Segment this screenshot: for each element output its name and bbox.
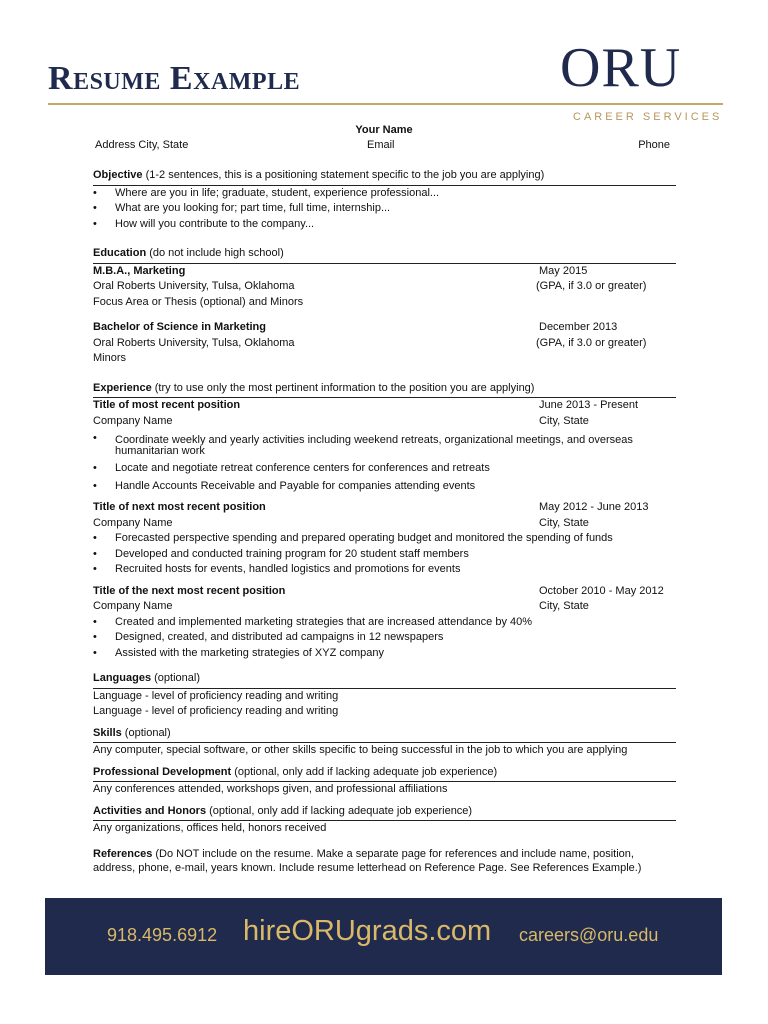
job-location: City, State	[539, 600, 589, 612]
job-dates: October 2010 - May 2012	[539, 584, 664, 597]
education-school-row	[93, 279, 676, 295]
list-item: • How will you contribute to the company...	[93, 217, 676, 233]
job-title: Title of next most recent position	[93, 501, 266, 513]
contact-address: Address City, State	[95, 139, 189, 151]
company-name: Company Name	[93, 414, 173, 427]
job-dates: June 2013 - Present	[539, 399, 639, 411]
company-name: Company Name	[93, 516, 173, 529]
education-extra: Focus Area or Thesis (optional) and Minors	[93, 295, 304, 308]
job-title: Title of the next most recent position	[93, 584, 286, 597]
job-title-row	[93, 398, 676, 414]
degree-title: M.B.A., Marketing	[93, 264, 186, 277]
job-bullets	[93, 531, 676, 578]
footer-banner	[45, 898, 722, 975]
list-item: • Forecasted perspective spending and prepared operating budget and monitored the spending of funds	[93, 531, 676, 547]
job-location: City, State	[539, 414, 589, 427]
education-school-row	[93, 336, 676, 352]
contact-email: Email	[367, 139, 395, 151]
language-line: Language - level of proficiency reading and writing	[93, 705, 339, 717]
footer-phone: 918.495.6912	[107, 925, 218, 945]
education-heading: Education (do not include high school)	[93, 246, 676, 264]
objective-list	[93, 186, 676, 233]
page-title: Resume Example	[48, 60, 301, 97]
school-name: Oral Roberts University, Tulsa, Oklahoma	[93, 280, 295, 292]
education-degree-row	[93, 320, 676, 336]
list-item: • Where are you in life; graduate, student, experience professional...	[93, 186, 676, 202]
job-company-row	[93, 599, 676, 615]
contact-phone: Phone	[638, 139, 670, 151]
oru-logo: ORU	[560, 37, 682, 99]
job-dates: May 2012 - June 2013	[539, 501, 649, 513]
list-item: • Designed, created, and distributed ad campaigns in 12 newspapers	[93, 630, 676, 646]
job-title: Title of most recent position	[93, 399, 241, 411]
footer-email[interactable]: careers@oru.edu	[519, 925, 659, 945]
list-item: • Assisted with the marketing strategies of XYZ company	[93, 646, 676, 662]
contact-name: Your Name	[355, 124, 413, 136]
objective-heading: Objective (1-2 sentences, this is a positioning statement specific to the job you are applying)	[93, 168, 676, 186]
job-bullets	[93, 433, 676, 494]
footer-website[interactable]: hireORUgrads.com	[243, 915, 492, 947]
degree-title: Bachelor of Science in Marketing	[93, 321, 266, 333]
job-title-row	[93, 500, 676, 516]
school-name: Oral Roberts University, Tulsa, Oklahoma	[93, 336, 295, 349]
job-title-row	[93, 584, 676, 600]
degree-date: December 2013	[539, 321, 618, 333]
gpa-note: (GPA, if 3.0 or greater)	[536, 336, 647, 349]
job-company-row	[93, 516, 676, 532]
languages-heading: Languages (optional)	[93, 671, 676, 689]
degree-date: May 2015	[539, 264, 588, 277]
job-bullets	[93, 615, 676, 662]
list-item: • Handle Accounts Receivable and Payable for companies attending events	[93, 479, 676, 495]
list-item: • Coordinate weekly and yearly activities including weekend retreats, organizational meetings, and overseas humanitarian work	[93, 433, 676, 458]
education-degree-row	[93, 264, 676, 280]
skills-heading: Skills (optional)	[93, 726, 676, 744]
skills-line: Any computer, special software, or other skills specific to being successful in the job to which you are applying	[93, 744, 628, 756]
resume-body	[93, 168, 676, 875]
professional-development-line: Any conferences attended, workshops given, and professional affiliations	[93, 783, 448, 795]
list-item: • Recruited hosts for events, handled logistics and promotions for events	[93, 562, 676, 578]
list-item: • Developed and conducted training program for 20 student staff members	[93, 547, 676, 563]
activities-heading: Activities and Honors (optional, only add if lacking adequate job experience)	[93, 804, 676, 822]
company-name: Company Name	[93, 600, 173, 612]
activities-line: Any organizations, offices held, honors received	[93, 822, 327, 834]
logo-subtitle: CAREER SERVICES	[573, 111, 723, 123]
list-item: • Locate and negotiate retreat conference centers for conferences and retreats	[93, 461, 676, 477]
experience-heading: Experience (try to use only the most pertinent information to the position you are applying)	[93, 381, 676, 399]
language-line: Language - level of proficiency reading and writing	[93, 689, 339, 702]
education-extra: Minors	[93, 352, 127, 364]
header-divider	[48, 103, 723, 105]
list-item: • Created and implemented marketing strategies that are increased attendance by 40%	[93, 615, 676, 631]
professional-development-heading: Professional Development (optional, only add if lacking adequate job experience)	[93, 765, 676, 783]
gpa-note: (GPA, if 3.0 or greater)	[536, 280, 647, 292]
job-company-row	[93, 414, 676, 430]
job-location: City, State	[539, 516, 589, 529]
list-item: • What are you looking for; part time, full time, internship...	[93, 201, 676, 217]
references-note: References (Do NOT include on the resume. Make a separate page for references and include name, position, address, phone, e-mail, years known. Include resume letterhead on Reference Page. See References Example.)	[93, 847, 642, 874]
